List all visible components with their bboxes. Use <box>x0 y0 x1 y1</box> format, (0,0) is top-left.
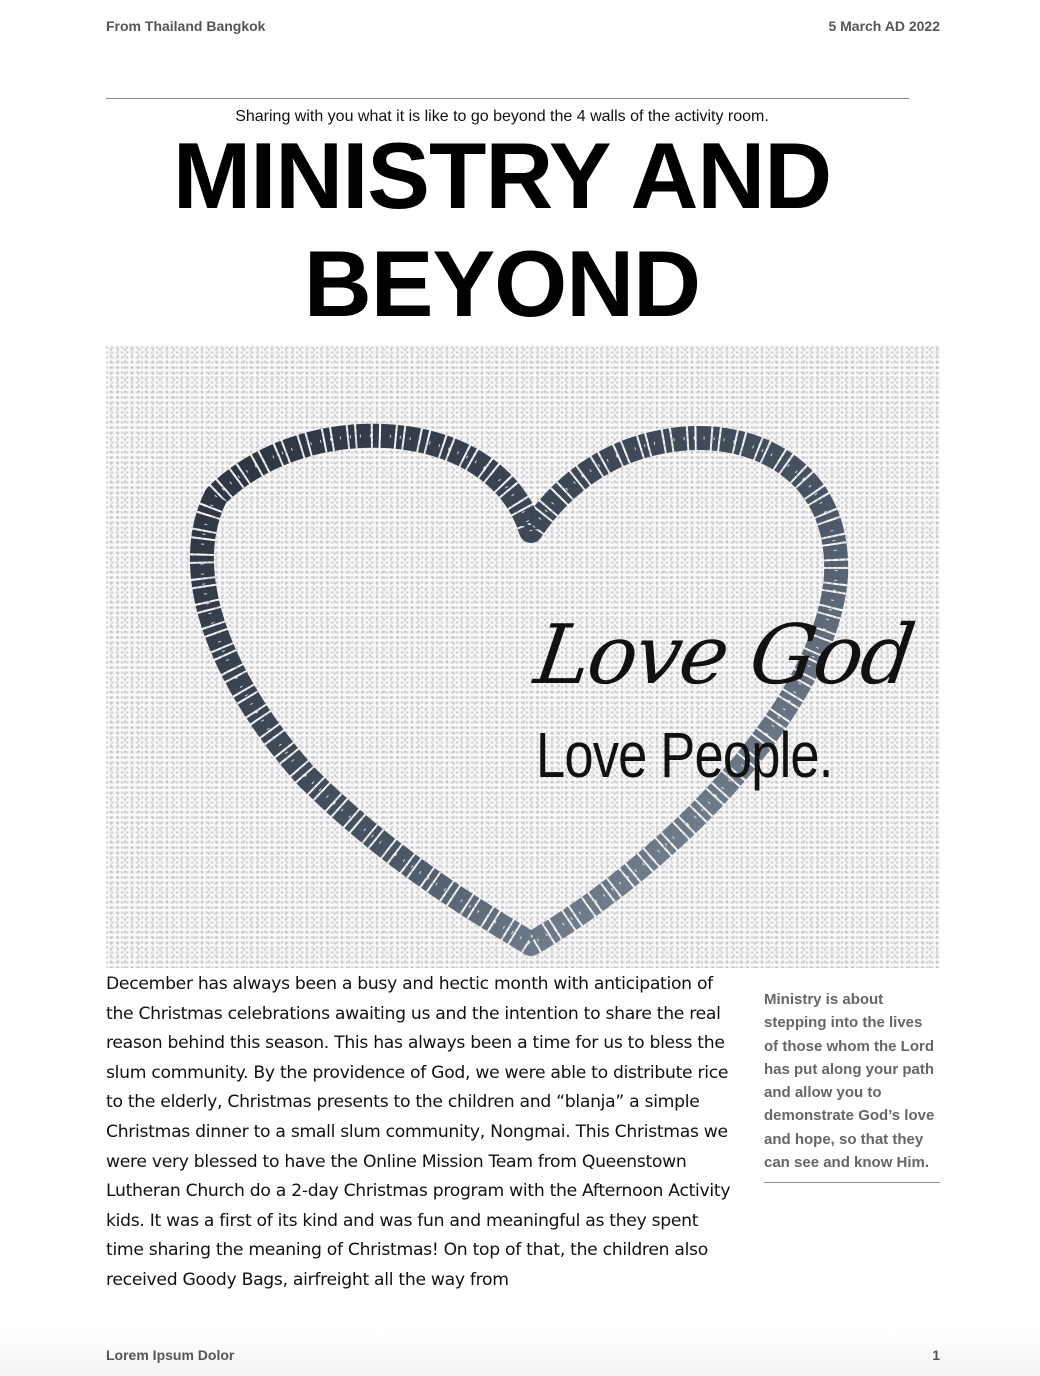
hero-image <box>106 346 940 968</box>
subtitle: Sharing with you what it is like to go beyond the 4 walls of the activity room. <box>235 108 769 125</box>
page-number: 1 <box>932 1347 940 1363</box>
footer-text: Lorem Ipsum Dolor <box>106 1347 235 1363</box>
header-date: 5 March AD 2022 <box>828 18 940 34</box>
pull-quote: Ministry is about stepping into the lives of those whom the Lord has put along your path and allow you to demonstrate God’s love and hope, so that they can see and know Him. <box>764 988 940 1183</box>
title-rule <box>106 98 909 99</box>
hero-script-text: Love God <box>529 608 919 703</box>
header-location: From Thailand Bangkok <box>106 18 266 34</box>
page-title: MINISTRY AND BEYOND <box>172 123 832 336</box>
article-body: December has always been a busy and hectic month with anticipation of the Christmas celebrations awaiting us and the intention to share the real reason behind this season. This has always been a time for us to bless the slum community. By the providence of God, we were able to distribute rice to the elderly, Christmas presents to the children and “blanja” a simple Christmas dinner to a small slum community, Nongmai. This Christmas we were very blessed to have the Online Mission Team from Queenstown Lutheran Church do a 2-day Christmas program with the Afternoon Activity kids. It was a first of its kind and was fun and meaningful as they spent time sharing the meaning of Christmas! On top of that, the children also received Goody Bags, airfreight all the way from <box>106 974 731 1290</box>
hero-print-text: Love People. <box>536 719 833 791</box>
